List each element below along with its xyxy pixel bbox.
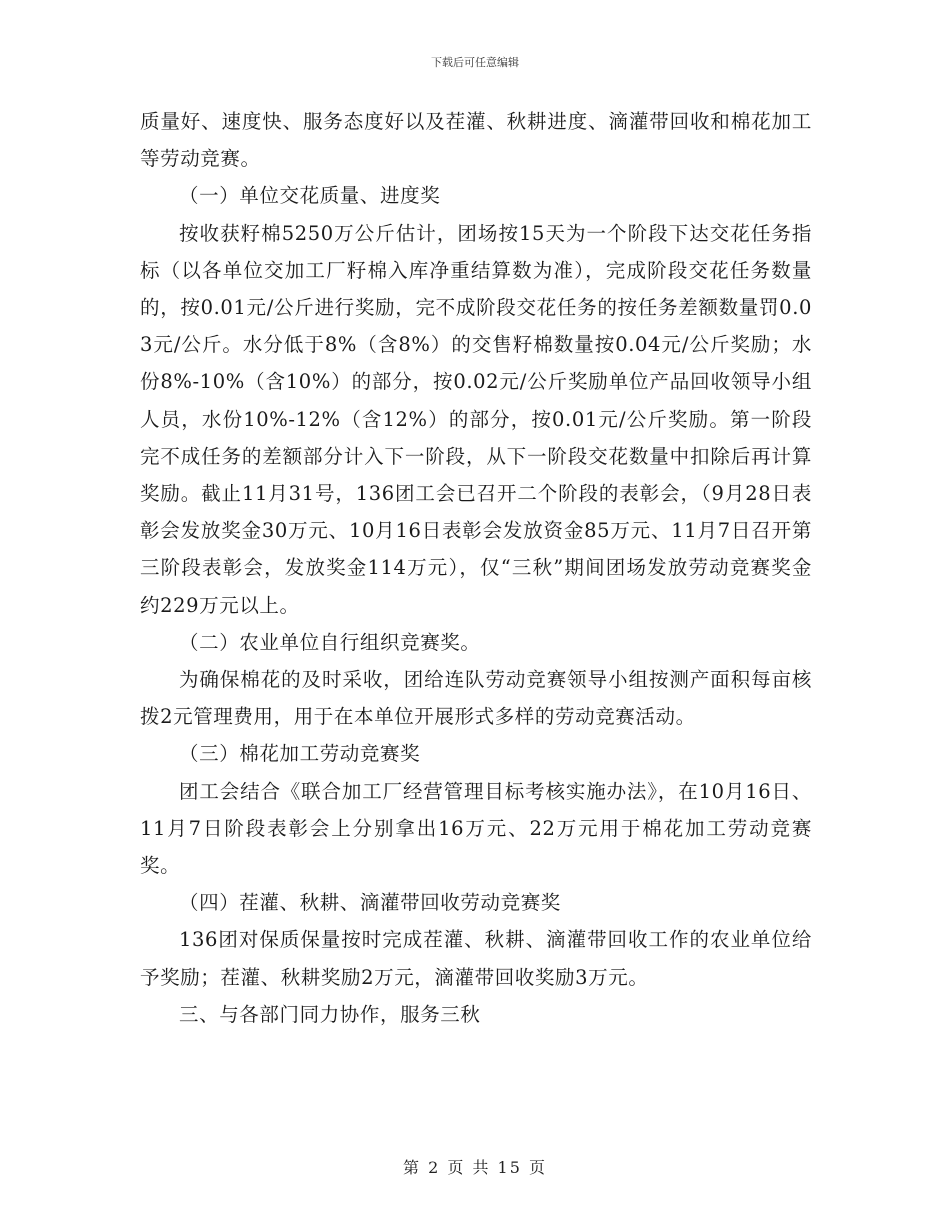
paragraph-continued: 质量好、速度快、服务态度好以及茬灌、秋耕进度、滴灌带回收和棉花加工等劳动竞赛。 [140, 110, 812, 171]
document-body [140, 103, 812, 1033]
paragraph-irrigation-competition: 136团对保质保量按时完成茬灌、秋耕、滴灌带回收工作的农业单位给予奖励；茬灌、秋耕奖励2万元，滴灌带回收奖励3万元。 [140, 928, 812, 989]
section-heading-4: （四）茬灌、秋耕、滴灌带回收劳动竞赛奖 [179, 891, 561, 915]
paragraph-processing-competition: 团工会结合《联合加工厂经营管理目标考核实施办法》，在10月16日、11月7日阶段表彰会上分别拿出16万元、22万元用于棉花加工劳动竞赛奖。 [140, 779, 812, 878]
section-heading-3: （三）棉花加工劳动竞赛奖 [179, 742, 421, 766]
section-heading-1: （一）单位交花质量、进度奖 [179, 184, 441, 208]
paragraph-delivery-rewards: 按收获籽棉5250万公斤估计，团场按15天为一个阶段下达交花任务指标（以各单位交加工厂籽棉入库净重结算数为准），完成阶段交花任务数量的，按0.01元/公斤进行奖励，完不成阶段交花任务的按任务差额数量罚0.03元/公斤。水分低于8%（含8%）的交售籽棉数量按0.04元/公斤奖励；水份8%-10%（含10%）的部分，按0.02元/公斤奖励单位产品回收领导小组人员，水份10%-12%（含12%）的部分，按0.01元/公斤奖励。第一阶段完不成任务的差额部分计入下一阶段，从下一阶段交花数量中扣除后再计算奖励。截止11月31号，136团工会已召开二个阶段的表彰会，（9月28日表彰会发放奖金30万元、10月16日表彰会发放资金85万元、11月7日召开第三阶段表彰会，发放奖金114万元），仅“三秋”期间团场发放劳动竞赛奖金约229万元以上。 [140, 221, 812, 617]
section-heading-main-3: 三、与各部门同力协作，服务三秋 [179, 1002, 481, 1026]
page-footer: 第 2 页 共 15 页 [403, 1158, 547, 1177]
page-header: 下载后可任意编辑 [431, 56, 519, 69]
paragraph-unit-competition: 为确保棉花的及时采收，团给连队劳动竞赛领导小组按测产面积每亩核拨2元管理费用，用于在本单位开展形式多样的劳动竞赛活动。 [140, 668, 812, 729]
section-heading-2: （二）农业单位自行组织竞赛奖。 [179, 630, 481, 654]
